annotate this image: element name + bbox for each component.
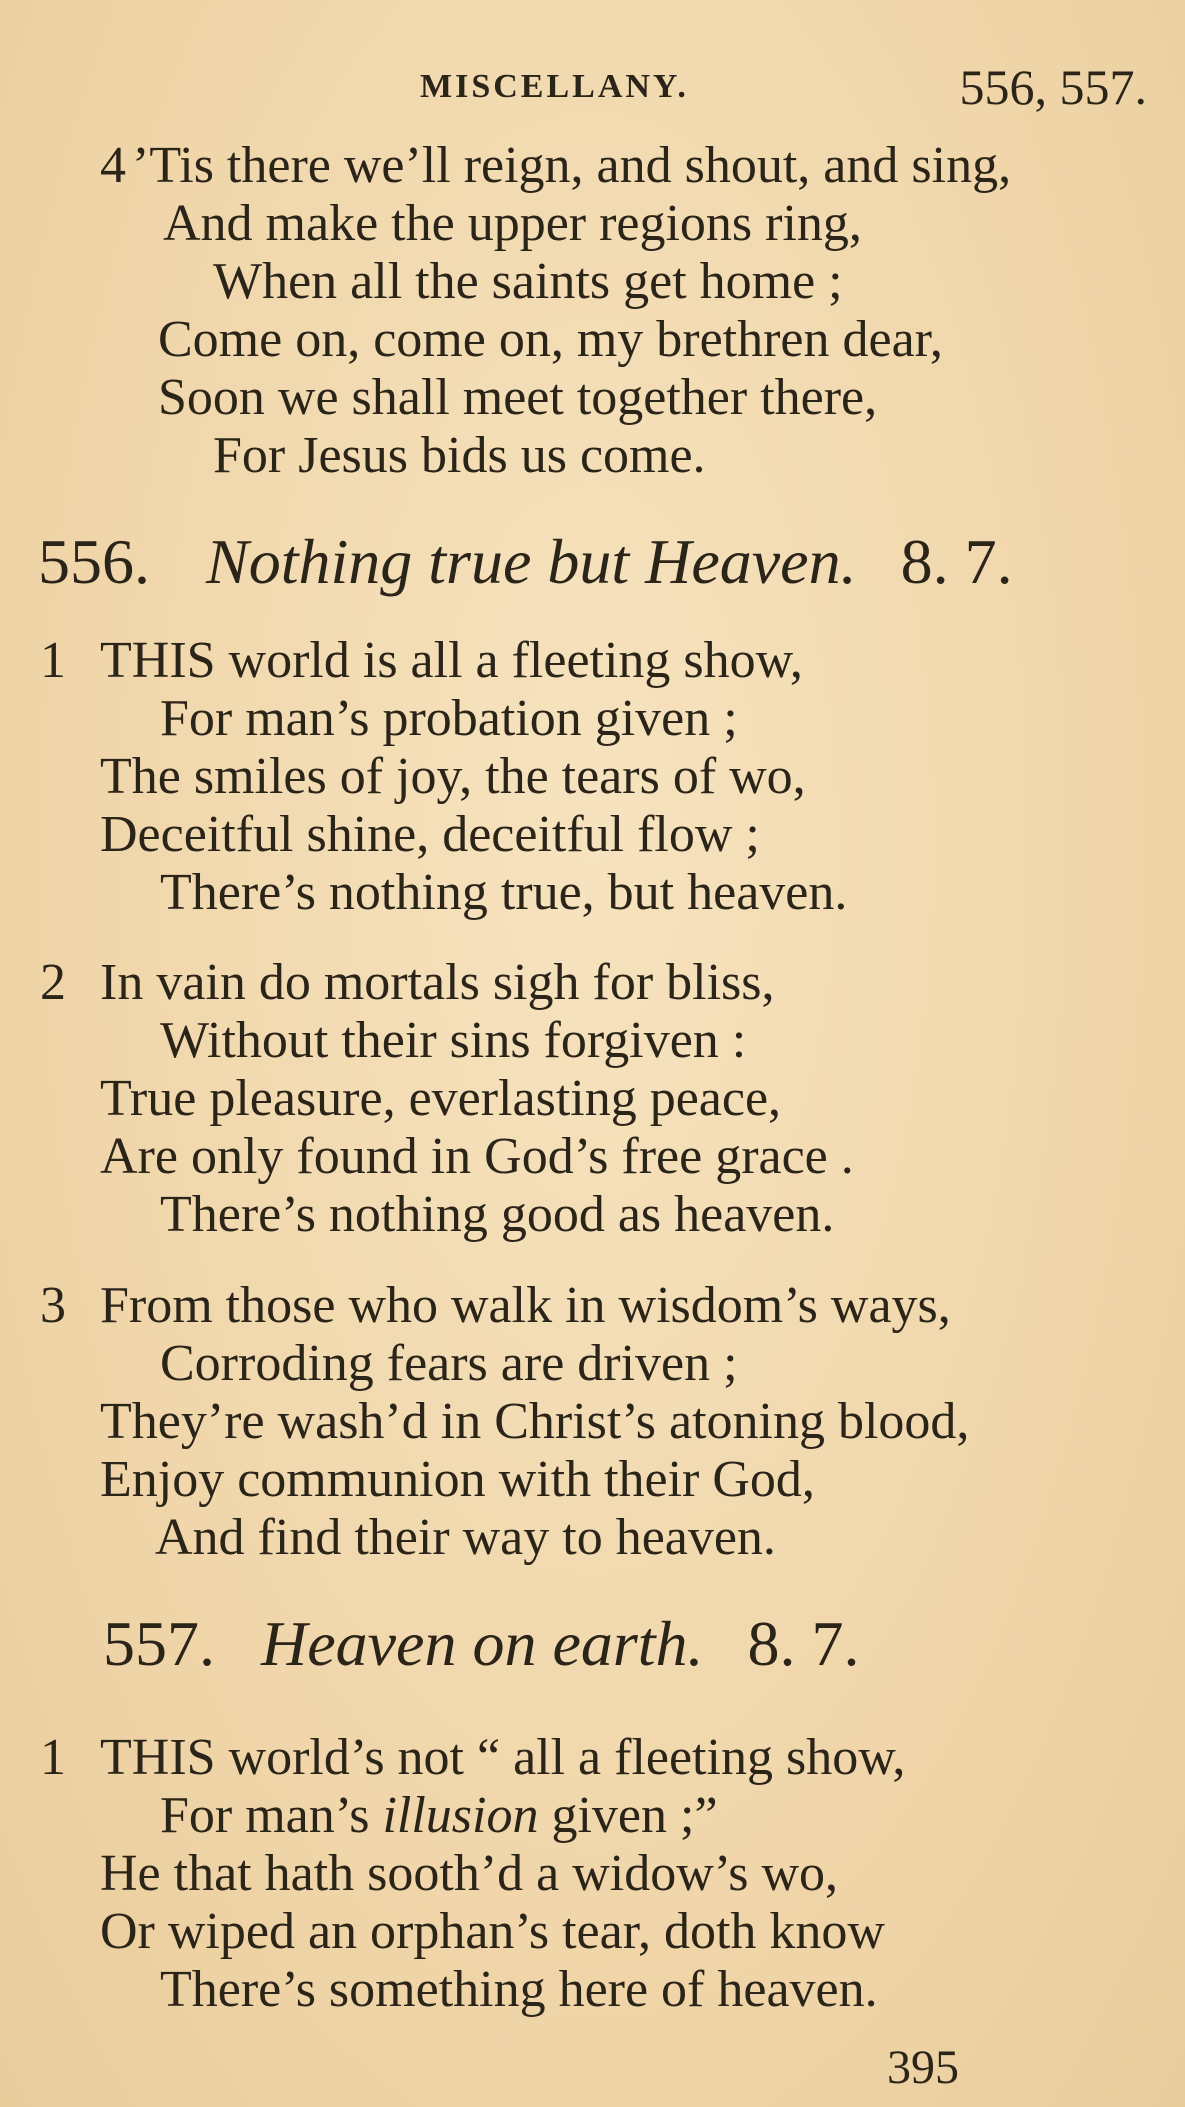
italic-word: illusion [382,1787,539,1844]
verse-line: In vain do mortals sigh for bliss, [100,954,775,1011]
hymn-number: 556. [38,526,150,597]
verse-line: There’s nothing true, but heaven. [160,864,848,921]
stanza-number: 1 [40,1729,66,1786]
running-head-hymn-numbers: 556, 557. [959,59,1147,115]
verse-line: For Jesus bids us come. [213,427,706,484]
verse-text: given ;” [551,1787,718,1844]
verse-text: For man’s [160,1787,370,1844]
hymn-number: 557. [103,1608,215,1679]
hymn-meter: 8. 7. [900,526,1013,597]
verse-line: Come on, come on, my brethren dear, [158,311,943,368]
verse-line: And find their way to heaven. [155,1509,776,1566]
verse-line: Soon we shall meet together there, [158,369,878,426]
hymn-title: Heaven on earth. [261,1608,704,1679]
stanza-number: 1 [40,632,66,689]
verse-line: THIS world’s not “ all a fleeting show, [100,1729,906,1786]
hymn-meter: 8. 7. [747,1608,860,1679]
verse-line [160,1787,718,1844]
verse-line: Deceitful shine, deceitful flow ; [100,806,760,863]
verse-line: ’Tis there we’ll reign, and shout, and sing, [132,137,1012,194]
verse-line: For man’s probation given ; [160,690,738,747]
verse-line: THIS world is all a fleeting show, [100,632,803,689]
verse-line: And make the upper regions ring, [163,195,862,252]
hymn-556-heading [38,526,1013,597]
hymn-557-heading [103,1608,860,1679]
running-head-section: MISCELLANY. [420,68,689,105]
verse-line: There’s something here of heaven. [160,1961,878,2018]
verse-line: They’re wash’d in Christ’s atoning blood, [100,1393,970,1450]
stanza-number: 2 [40,954,66,1011]
verse-line: When all the saints get home ; [213,253,843,310]
verse-line: Without their sins forgiven : [160,1012,747,1069]
verse-line: From those who walk in wisdom’s ways, [100,1277,951,1334]
verse-line: Are only found in God’s free grace . [100,1128,854,1185]
verse-line: Enjoy communion with their God, [100,1451,815,1508]
stanza-number: 3 [40,1277,66,1334]
hymn-title: Nothing true but Heaven. [206,526,857,597]
running-head [0,58,1185,118]
verse-line: He that hath sooth’d a widow’s wo, [100,1845,839,1902]
page-number: 395 [887,2041,959,2094]
stanza-number: 4 [100,137,126,194]
verse-line: Corroding fears are driven ; [160,1335,738,1392]
verse-line: The smiles of joy, the tears of wo, [100,748,806,805]
verse-line: Or wiped an orphan’s tear, doth know [100,1903,885,1960]
verse-line: There’s nothing good as heaven. [160,1186,835,1243]
verse-line: True pleasure, everlasting peace, [100,1070,782,1127]
